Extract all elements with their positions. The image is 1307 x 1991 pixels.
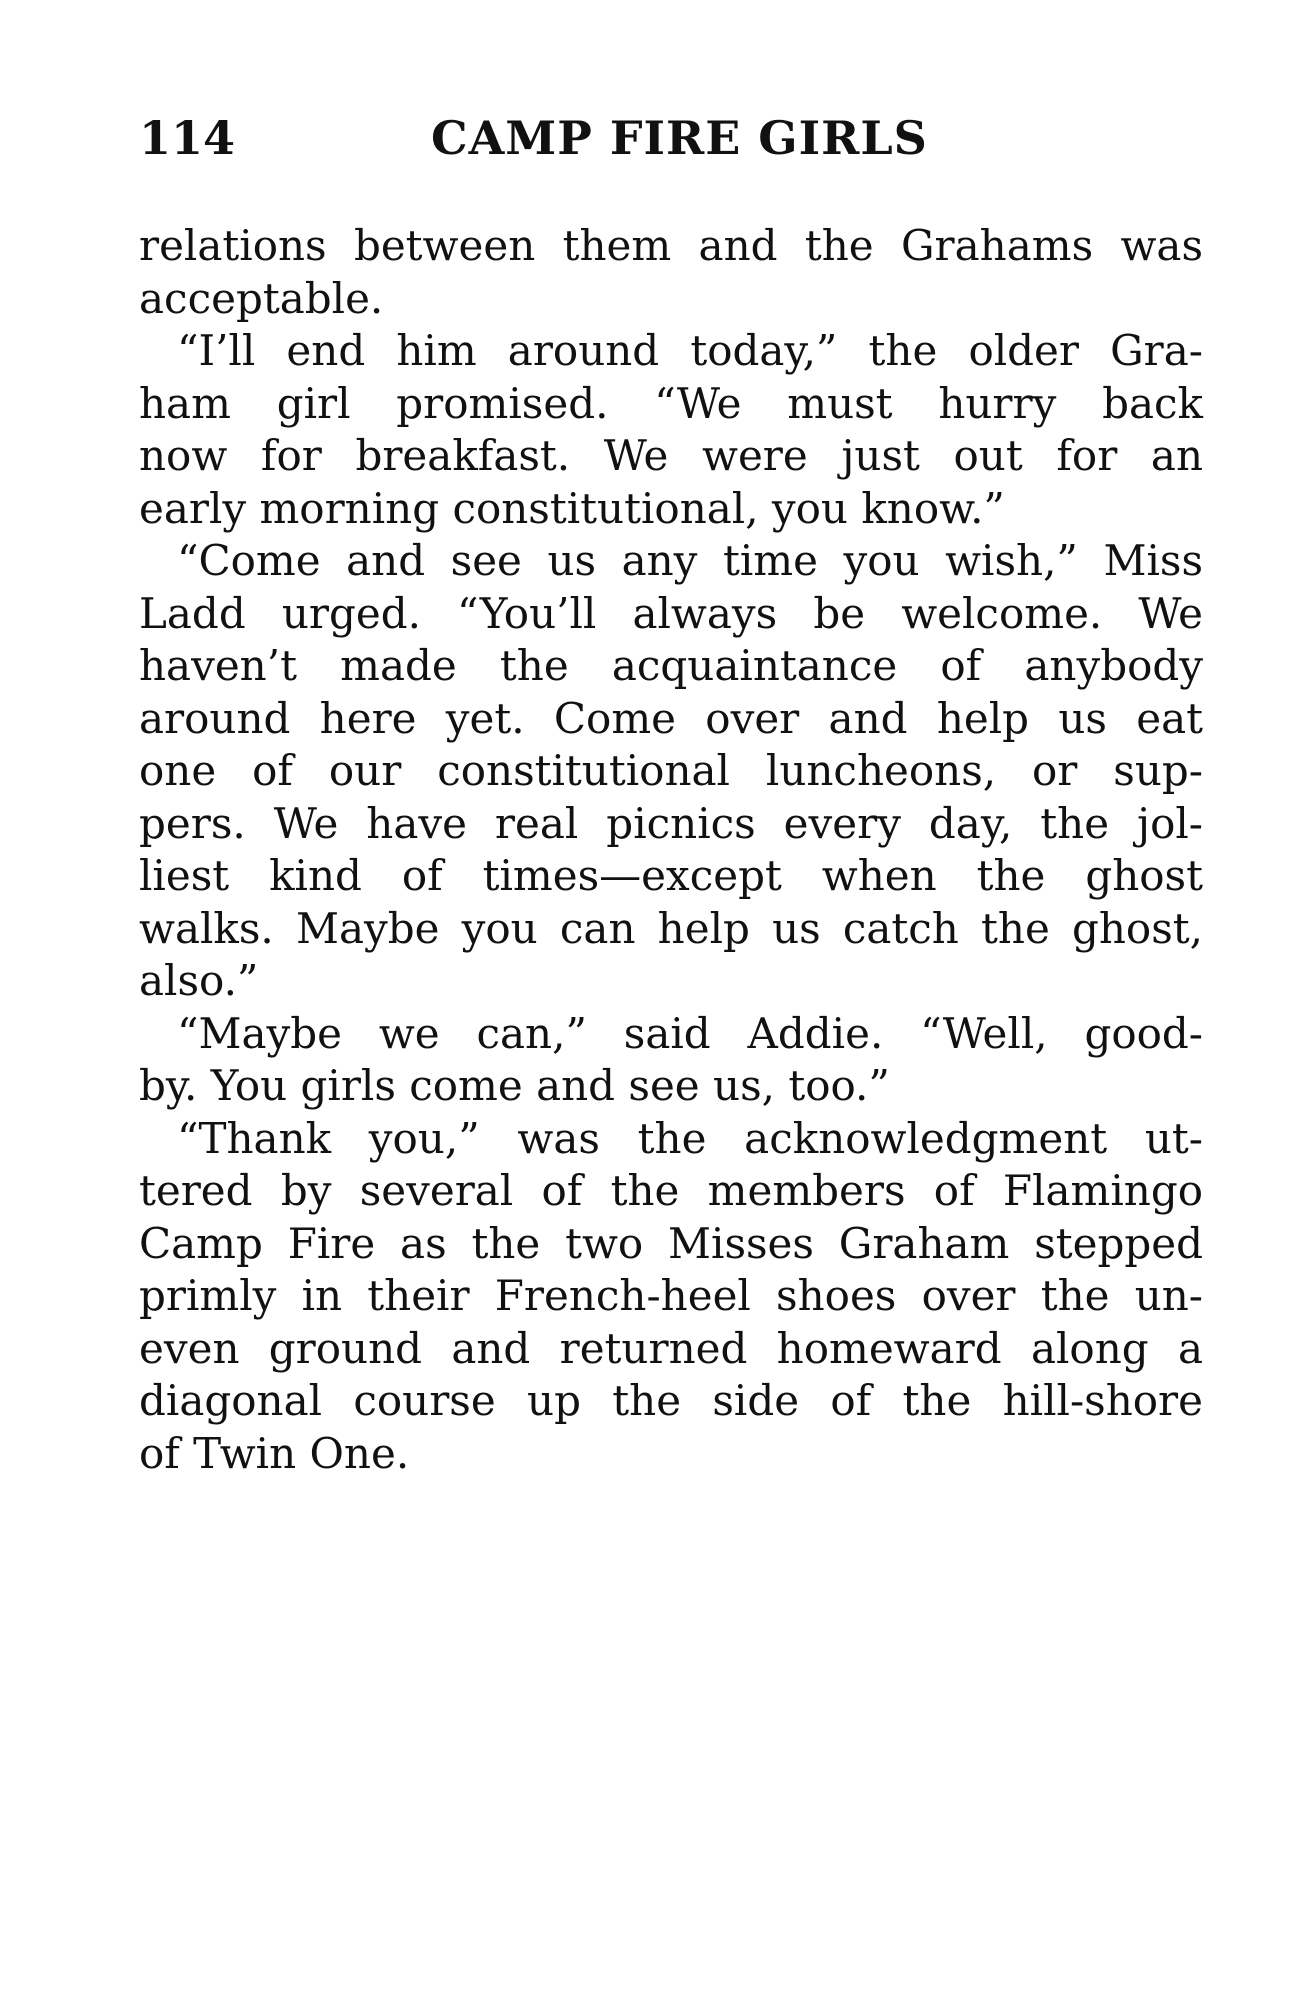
text-line: “Come and see us any time you wish,” Miss [177, 536, 1203, 585]
text-line: of Twin One. [139, 1428, 410, 1478]
page-number: 114 [139, 111, 236, 165]
page-header [139, 108, 1199, 168]
body-text [139, 220, 1203, 1480]
text-line: also.” [139, 956, 259, 1005]
text-line: ham girl promised. “We must hurry back [139, 378, 1203, 428]
text-line: walks. Maybe you can help us catch the ghost, [139, 903, 1203, 953]
text-line: even ground and returned homeward along a [139, 1323, 1203, 1373]
text-line: “I’ll end him around today,” the older Gra- [177, 326, 1203, 375]
text-line: now for breakfast. We were just out for an [139, 431, 1203, 480]
text-line: pers. We have real picnics every day, the jol- [139, 798, 1203, 848]
text-line: early morning constitutional, you know.” [139, 483, 1005, 533]
text-line: tered by several of the members of Flamingo [139, 1166, 1203, 1215]
text-line: “Maybe we can,” said Addie. “Well, good- [177, 1008, 1203, 1058]
text-line: relations between them and the Grahams was [139, 221, 1203, 270]
text-line: haven’t made the acquaintance of anybody [139, 641, 1203, 690]
text-line: around here yet. Come over and help us eat [139, 693, 1203, 743]
text-line: primly in their French-heel shoes over the un- [139, 1271, 1203, 1320]
text-line: liest kind of times—except when the ghost [139, 851, 1203, 900]
text-line: by. You girls come and see us, too.” [139, 1061, 890, 1110]
text-line: Ladd urged. “You’ll always be welcome. We [139, 588, 1203, 638]
text-line: Camp Fire as the two Misses Graham stepped [139, 1218, 1203, 1268]
text-line: one of our constitutional luncheons, or sup- [139, 746, 1203, 795]
text-line: “Thank you,” was the acknowledgment ut- [177, 1113, 1203, 1163]
text-line: acceptable. [139, 273, 384, 323]
text-line: diagonal course up the side of the hill-shore [139, 1376, 1203, 1425]
running-title: CAMP FIRE GIRLS [431, 111, 928, 165]
